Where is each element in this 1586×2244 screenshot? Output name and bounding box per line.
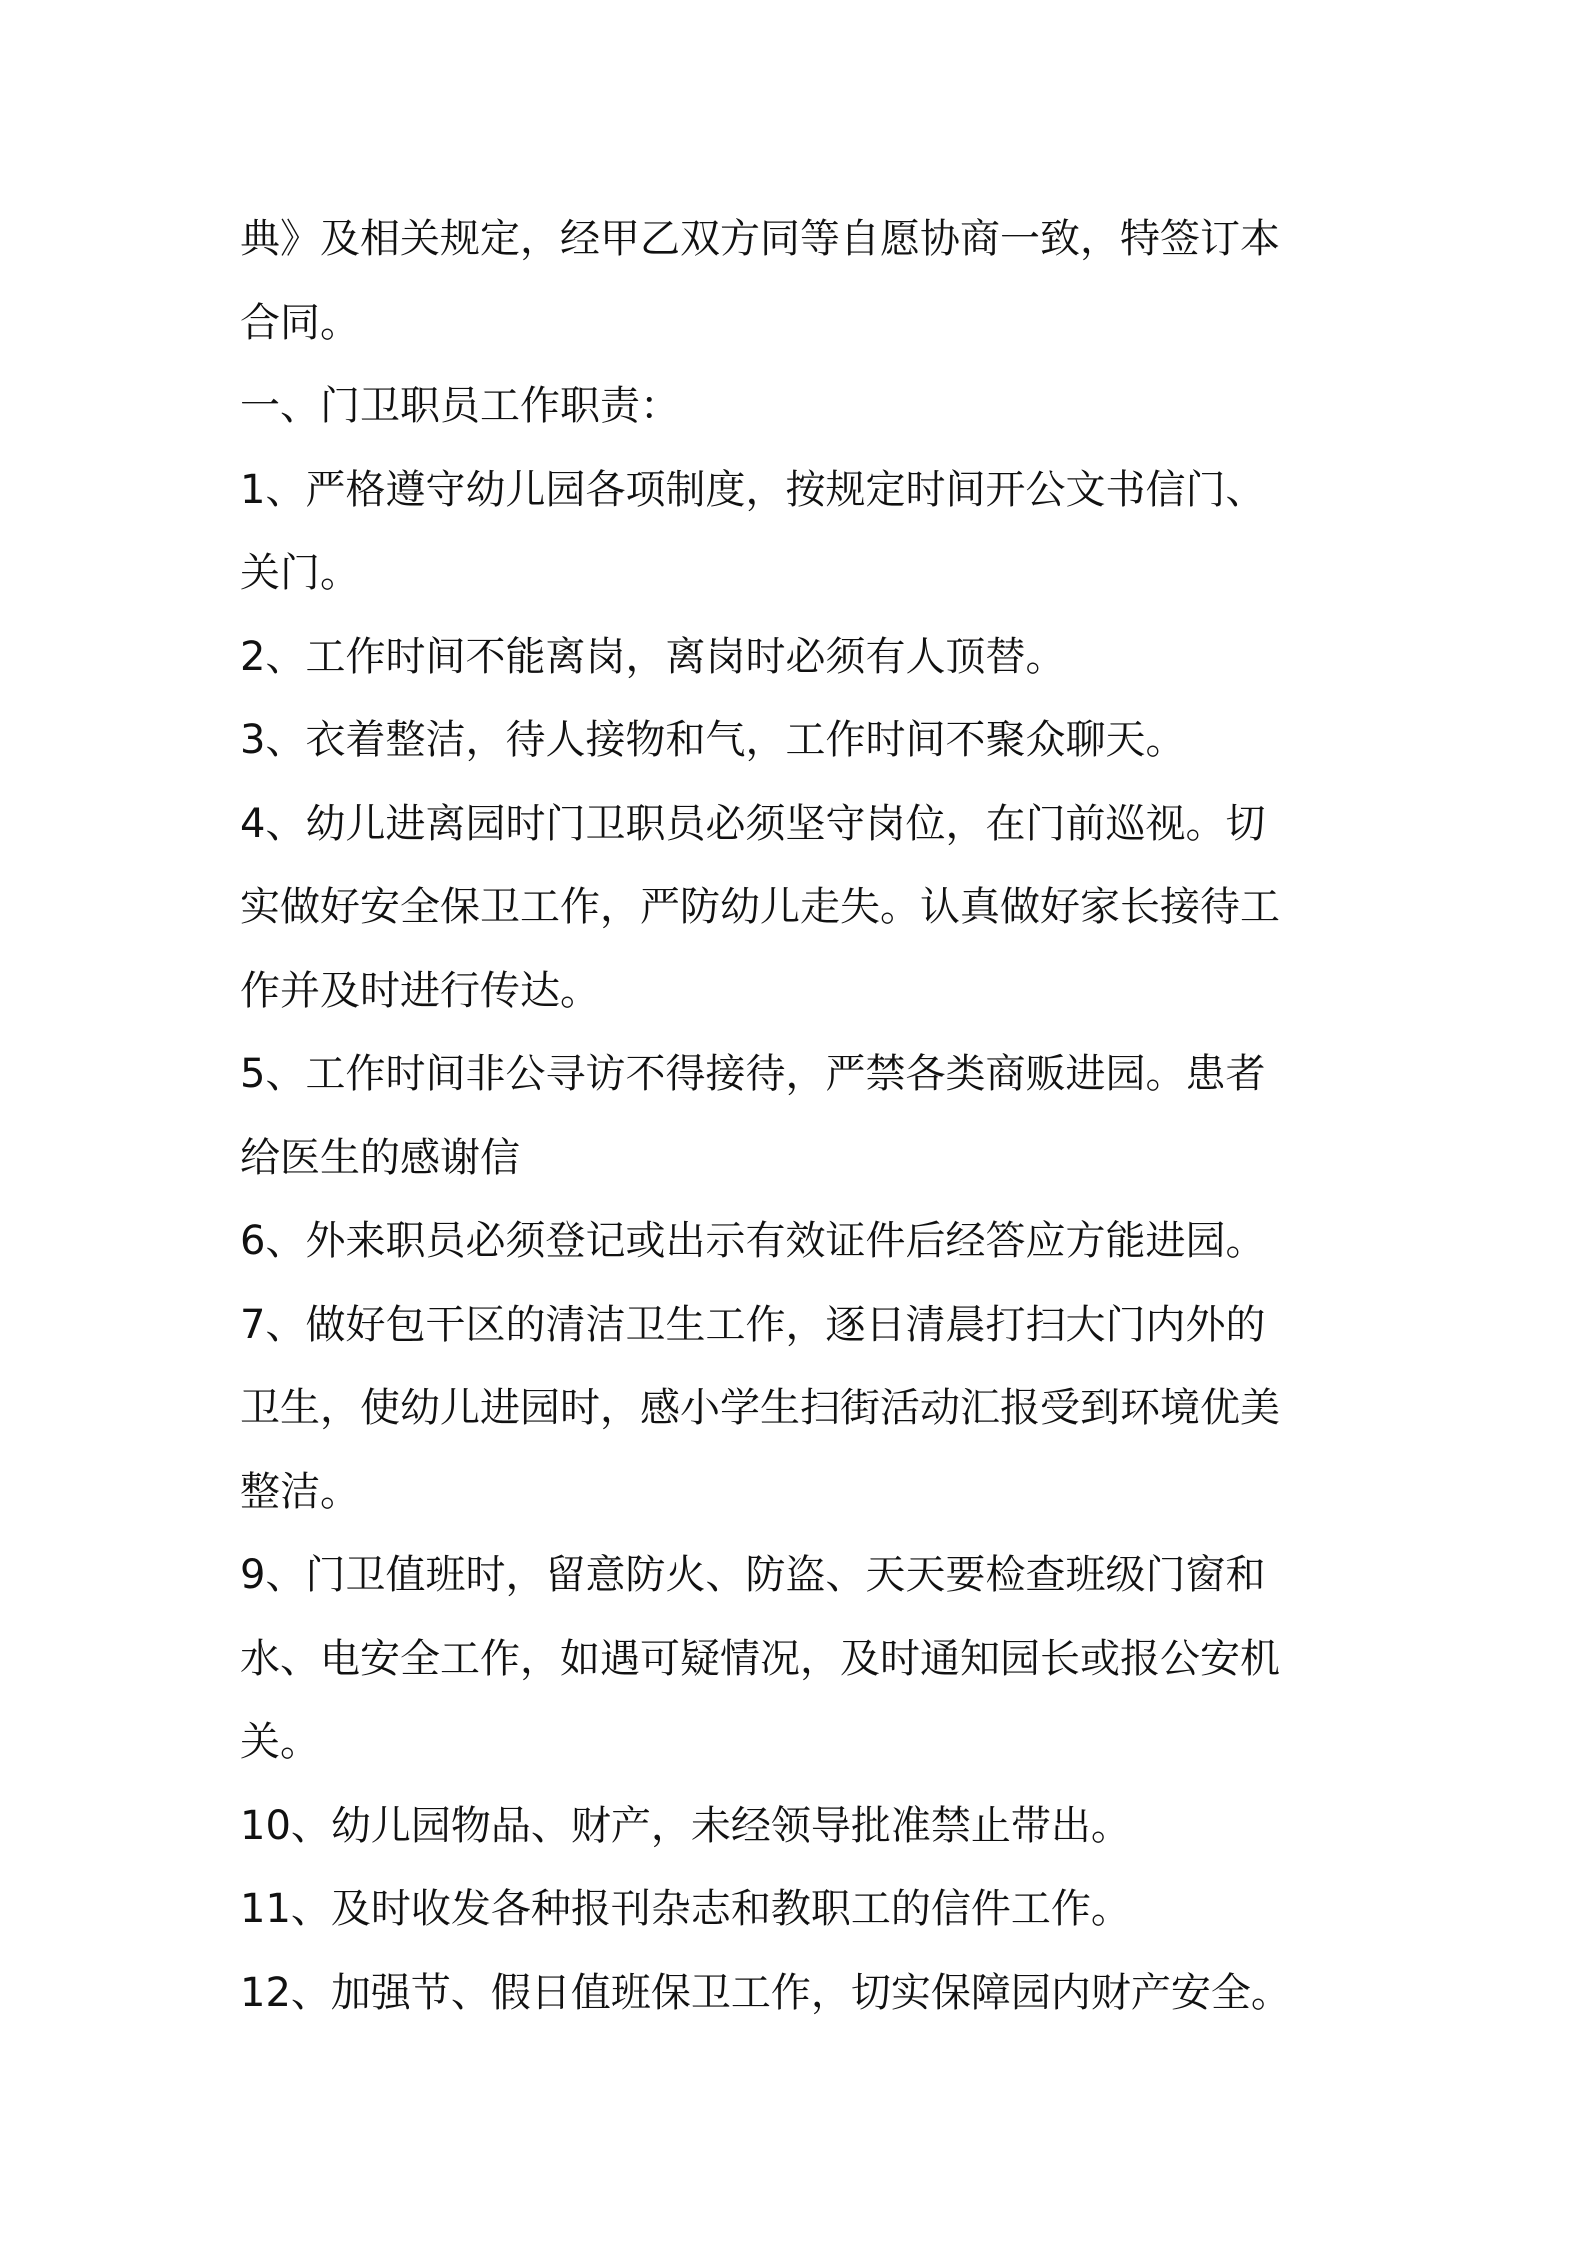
list-item-1: 1、严格遵守幼儿园各项制度，按规定时间开公文书信门、	[240, 466, 1266, 513]
list-item-3: 3、衣着整洁，待人接物和气，工作时间不聚众聊天。	[240, 717, 1186, 763]
list-item-1-continued: 关门。	[240, 550, 360, 596]
list-item-10: 10、幼儿园物品、财产，未经领导批准禁止带出。	[240, 1802, 1131, 1849]
list-item-7: 7、做好包干区的清洁卫生工作，逐日清晨打扫大门内外的	[240, 1301, 1266, 1348]
text-line: 合同。	[240, 299, 360, 346]
section-heading: 一、门卫职员工作职责：	[240, 383, 680, 429]
list-item-6: 6、外来职员必须登记或出示有效证件后经答应方能进园。	[240, 1218, 1266, 1264]
list-item-11: 11、及时收发各种报刊杂志和教职工的信件工作。	[240, 1886, 1131, 1932]
list-item-5-continued: 给医生的感谢信	[240, 1134, 520, 1181]
list-item-7-continued: 整洁。	[240, 1468, 360, 1515]
list-item-9: 9、门卫值班时，留意防火、防盗、天天要检查班级门窗和	[240, 1552, 1266, 1598]
list-item-4-continued: 实做好安全保卫工作，严防幼儿走失。认真做好家长接待工	[240, 884, 1280, 930]
list-item-9-continued: 关。	[240, 1719, 320, 1765]
text-line: 典》及相关规定，经甲乙双方同等自愿协商一致，特签订本	[240, 216, 1280, 262]
list-item-9-continued: 水、电安全工作，如遇可疑情况，及时通知园长或报公安机	[240, 1635, 1280, 1682]
list-item-12: 12、加强节、假日值班保卫工作，切实保障园内财产安全。	[240, 1969, 1291, 2016]
document-body	[240, 198, 1360, 2035]
list-item-5: 5、工作时间非公寻访不得接待，严禁各类商贩进园。患者	[240, 1051, 1266, 1097]
list-item-4: 4、幼儿进离园时门卫职员必须坚守岗位，在门前巡视。切	[240, 800, 1266, 847]
list-item-2: 2、工作时间不能离岗，离岗时必须有人顶替。	[240, 633, 1066, 680]
list-item-7-continued: 卫生，使幼儿进园时，感小学生扫街活动汇报受到环境优美	[240, 1385, 1280, 1431]
list-item-4-continued: 作并及时进行传达。	[240, 967, 600, 1014]
